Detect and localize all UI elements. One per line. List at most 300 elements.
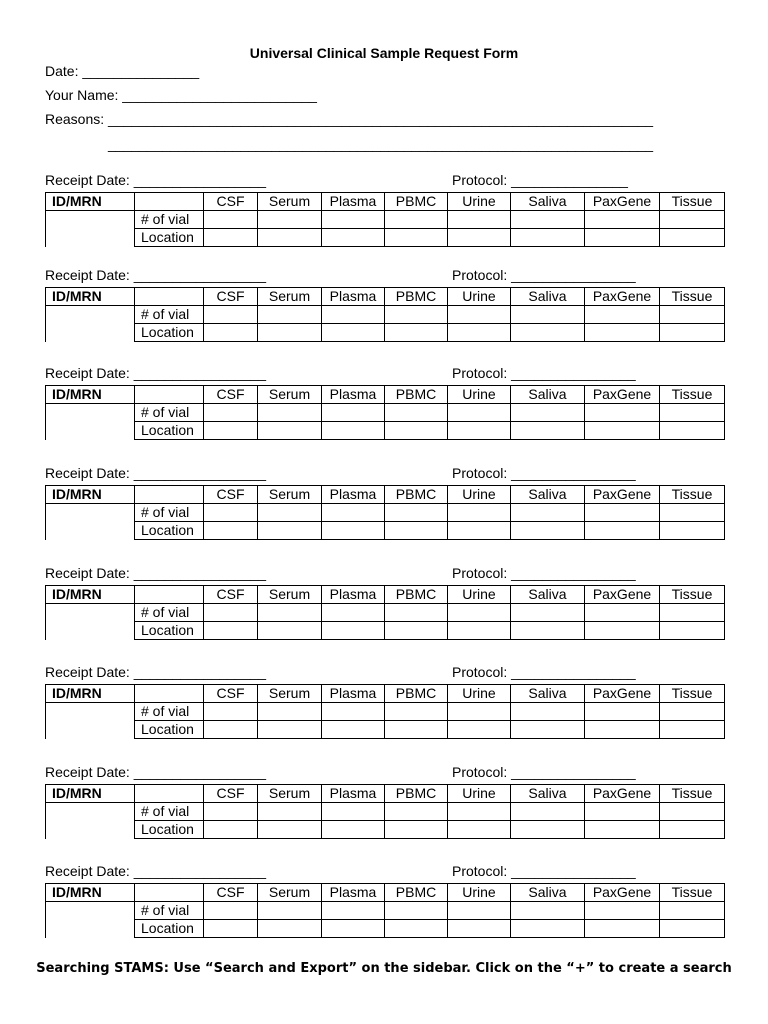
table-cell[interactable] xyxy=(385,404,448,422)
table-cell[interactable] xyxy=(385,604,448,622)
table-cell[interactable] xyxy=(585,803,660,821)
column-header: Urine xyxy=(448,685,511,703)
column-header: PBMC xyxy=(385,586,448,604)
sample-table xyxy=(45,684,725,739)
table-cell[interactable] xyxy=(322,721,385,739)
column-header: Serum xyxy=(258,193,322,211)
table-cell[interactable] xyxy=(511,211,585,229)
column-header: Saliva xyxy=(511,785,585,803)
row-label: Location xyxy=(135,721,204,739)
column-header: PaxGene xyxy=(585,685,660,703)
table-cell[interactable] xyxy=(385,920,448,938)
row-label: # of vial xyxy=(135,404,204,422)
column-header: Saliva xyxy=(511,386,585,404)
reasons-continuation: ______________________________________________________________________ xyxy=(108,136,654,152)
id-mrn-header: ID/MRN xyxy=(46,586,135,604)
column-header: Serum xyxy=(258,486,322,504)
sample-table xyxy=(45,385,725,440)
table-cell[interactable] xyxy=(448,902,511,920)
table-cell[interactable] xyxy=(204,229,258,247)
column-header: PaxGene xyxy=(585,386,660,404)
table-cell[interactable] xyxy=(660,821,725,839)
protocol-field: Protocol: ________________ xyxy=(452,365,636,381)
table-row xyxy=(46,902,725,920)
receipt-date-field: Receipt Date: _________________ xyxy=(45,172,267,188)
id-mrn-value-cell[interactable] xyxy=(46,703,135,739)
column-header: Saliva xyxy=(511,486,585,504)
column-header: CSF xyxy=(204,685,258,703)
column-header: Tissue xyxy=(660,288,725,306)
id-mrn-header: ID/MRN xyxy=(46,386,135,404)
table-cell[interactable] xyxy=(322,604,385,622)
table-row xyxy=(46,211,725,229)
id-mrn-header: ID/MRN xyxy=(46,288,135,306)
column-header: Plasma xyxy=(322,586,385,604)
protocol-field: Protocol: ________________ xyxy=(452,863,636,879)
column-header: Tissue xyxy=(660,586,725,604)
table-cell[interactable] xyxy=(585,920,660,938)
table-cell[interactable] xyxy=(204,211,258,229)
column-header: Plasma xyxy=(322,486,385,504)
row-label: # of vial xyxy=(135,504,204,522)
receipt-date-field: Receipt Date: _________________ xyxy=(45,365,267,381)
table-cell[interactable] xyxy=(204,902,258,920)
sample-table xyxy=(45,585,725,640)
table-cell[interactable] xyxy=(448,504,511,522)
table-cell[interactable] xyxy=(204,324,258,342)
table-cell[interactable] xyxy=(135,884,204,902)
table-cell[interactable] xyxy=(385,803,448,821)
column-header: Urine xyxy=(448,586,511,604)
column-header: PBMC xyxy=(385,386,448,404)
table-row xyxy=(46,404,725,422)
table-cell[interactable] xyxy=(585,721,660,739)
table-cell[interactable] xyxy=(385,229,448,247)
sample-section xyxy=(45,664,725,737)
table-cell[interactable] xyxy=(660,306,725,324)
column-header: PaxGene xyxy=(585,586,660,604)
table-cell[interactable] xyxy=(322,504,385,522)
column-header: Plasma xyxy=(322,685,385,703)
table-cell[interactable] xyxy=(448,211,511,229)
column-header: PaxGene xyxy=(585,486,660,504)
table-cell[interactable] xyxy=(511,504,585,522)
section-header xyxy=(45,863,725,883)
table-cell[interactable] xyxy=(204,703,258,721)
row-label: Location xyxy=(135,920,204,938)
column-header: CSF xyxy=(204,785,258,803)
table-cell[interactable] xyxy=(135,785,204,803)
section-header xyxy=(45,465,725,485)
id-mrn-value-cell[interactable] xyxy=(46,604,135,640)
table-cell[interactable] xyxy=(322,902,385,920)
row-label: # of vial xyxy=(135,604,204,622)
table-cell[interactable] xyxy=(385,902,448,920)
section-header xyxy=(45,172,725,192)
column-header: Urine xyxy=(448,785,511,803)
table-cell[interactable] xyxy=(511,522,585,540)
row-label: Location xyxy=(135,821,204,839)
table-cell[interactable] xyxy=(448,422,511,440)
table-cell[interactable] xyxy=(135,486,204,504)
table-cell[interactable] xyxy=(322,422,385,440)
column-header: CSF xyxy=(204,386,258,404)
table-cell[interactable] xyxy=(511,703,585,721)
table-cell[interactable] xyxy=(258,920,322,938)
footer-note: Searching STAMS: Use “Search and Export” on the sidebar. Click on the “+” to create a search xyxy=(36,961,732,976)
sample-table xyxy=(45,883,725,938)
table-header-row xyxy=(46,193,725,211)
table-cell[interactable] xyxy=(204,604,258,622)
table-cell[interactable] xyxy=(385,324,448,342)
table-cell[interactable] xyxy=(385,306,448,324)
column-header: Urine xyxy=(448,884,511,902)
id-mrn-header: ID/MRN xyxy=(46,193,135,211)
column-header: Serum xyxy=(258,785,322,803)
table-cell[interactable] xyxy=(204,821,258,839)
table-cell[interactable] xyxy=(511,229,585,247)
row-label: Location xyxy=(135,622,204,640)
table-cell[interactable] xyxy=(204,504,258,522)
row-label: # of vial xyxy=(135,306,204,324)
table-row xyxy=(46,604,725,622)
table-cell[interactable] xyxy=(448,920,511,938)
table-cell[interactable] xyxy=(258,821,322,839)
table-cell[interactable] xyxy=(385,522,448,540)
table-cell[interactable] xyxy=(660,622,725,640)
column-header: Urine xyxy=(448,193,511,211)
table-row xyxy=(46,306,725,324)
table-cell[interactable] xyxy=(385,211,448,229)
table-cell[interactable] xyxy=(258,522,322,540)
table-header-row xyxy=(46,785,725,803)
table-cell[interactable] xyxy=(322,803,385,821)
table-cell[interactable] xyxy=(258,902,322,920)
column-header: Plasma xyxy=(322,288,385,306)
column-header: CSF xyxy=(204,193,258,211)
row-label: # of vial xyxy=(135,211,204,229)
column-header: PaxGene xyxy=(585,193,660,211)
table-cell[interactable] xyxy=(660,211,725,229)
table-cell[interactable] xyxy=(258,803,322,821)
table-cell[interactable] xyxy=(322,920,385,938)
table-cell[interactable] xyxy=(258,422,322,440)
column-header: Plasma xyxy=(322,884,385,902)
table-row xyxy=(46,703,725,721)
sample-section xyxy=(45,365,725,438)
table-cell[interactable] xyxy=(660,721,725,739)
protocol-field: Protocol: ________________ xyxy=(452,764,636,780)
table-cell[interactable] xyxy=(660,522,725,540)
table-cell[interactable] xyxy=(585,306,660,324)
receipt-date-field: Receipt Date: _________________ xyxy=(45,267,267,283)
column-header: Plasma xyxy=(322,386,385,404)
table-cell[interactable] xyxy=(204,622,258,640)
sample-section xyxy=(45,565,725,638)
row-label: # of vial xyxy=(135,703,204,721)
section-header xyxy=(45,565,725,585)
table-cell[interactable] xyxy=(204,306,258,324)
table-cell[interactable] xyxy=(511,920,585,938)
table-cell[interactable] xyxy=(385,622,448,640)
table-cell[interactable] xyxy=(511,422,585,440)
table-cell[interactable] xyxy=(660,604,725,622)
row-label: # of vial xyxy=(135,803,204,821)
table-cell[interactable] xyxy=(322,622,385,640)
table-cell[interactable] xyxy=(511,622,585,640)
form-title: Universal Clinical Sample Request Form xyxy=(249,45,519,61)
table-cell[interactable] xyxy=(258,504,322,522)
sample-section xyxy=(45,764,725,837)
sample-section xyxy=(45,863,725,936)
table-cell[interactable] xyxy=(258,404,322,422)
table-cell[interactable] xyxy=(511,604,585,622)
table-row xyxy=(46,504,725,522)
id-mrn-value-cell[interactable] xyxy=(46,504,135,540)
id-mrn-header: ID/MRN xyxy=(46,884,135,902)
table-cell[interactable] xyxy=(385,504,448,522)
table-cell[interactable] xyxy=(258,324,322,342)
table-cell[interactable] xyxy=(385,721,448,739)
name-field: Your Name: _________________________ xyxy=(45,87,317,103)
table-cell[interactable] xyxy=(660,902,725,920)
reasons-field: Reasons: ______________________________________________________________________ xyxy=(45,111,654,127)
table-row xyxy=(46,721,725,739)
table-header-row xyxy=(46,386,725,404)
table-cell[interactable] xyxy=(258,211,322,229)
sample-table xyxy=(45,485,725,540)
table-cell[interactable] xyxy=(585,902,660,920)
table-cell[interactable] xyxy=(448,306,511,324)
column-header: Tissue xyxy=(660,685,725,703)
column-header: Serum xyxy=(258,386,322,404)
table-cell[interactable] xyxy=(511,324,585,342)
table-cell[interactable] xyxy=(322,703,385,721)
column-header: CSF xyxy=(204,288,258,306)
column-header: Saliva xyxy=(511,685,585,703)
table-cell[interactable] xyxy=(660,229,725,247)
section-header xyxy=(45,664,725,684)
table-cell[interactable] xyxy=(511,404,585,422)
table-cell[interactable] xyxy=(258,622,322,640)
table-row xyxy=(46,803,725,821)
sample-table xyxy=(45,784,725,839)
column-header: Tissue xyxy=(660,386,725,404)
column-header: Plasma xyxy=(322,193,385,211)
table-cell[interactable] xyxy=(135,685,204,703)
column-header: CSF xyxy=(204,884,258,902)
row-label: # of vial xyxy=(135,902,204,920)
table-cell[interactable] xyxy=(511,902,585,920)
id-mrn-header: ID/MRN xyxy=(46,486,135,504)
receipt-date-field: Receipt Date: _________________ xyxy=(45,465,267,481)
table-cell[interactable] xyxy=(448,721,511,739)
table-cell[interactable] xyxy=(322,306,385,324)
section-header xyxy=(45,764,725,784)
id-mrn-value-cell[interactable] xyxy=(46,902,135,938)
table-cell[interactable] xyxy=(585,404,660,422)
section-header xyxy=(45,267,725,287)
column-header: Urine xyxy=(448,386,511,404)
table-cell[interactable] xyxy=(448,821,511,839)
table-header-row xyxy=(46,288,725,306)
table-cell[interactable] xyxy=(448,229,511,247)
protocol-field: Protocol: ________________ xyxy=(452,267,636,283)
table-cell[interactable] xyxy=(660,920,725,938)
table-cell[interactable] xyxy=(135,193,204,211)
table-row xyxy=(46,622,725,640)
table-cell[interactable] xyxy=(448,604,511,622)
table-row xyxy=(46,821,725,839)
table-cell[interactable] xyxy=(258,604,322,622)
table-cell[interactable] xyxy=(204,721,258,739)
table-cell[interactable] xyxy=(135,586,204,604)
table-cell[interactable] xyxy=(258,229,322,247)
table-cell[interactable] xyxy=(322,324,385,342)
id-mrn-header: ID/MRN xyxy=(46,785,135,803)
id-mrn-value-cell[interactable] xyxy=(46,803,135,839)
column-header: Urine xyxy=(448,288,511,306)
table-cell[interactable] xyxy=(585,604,660,622)
column-header: PBMC xyxy=(385,884,448,902)
receipt-date-field: Receipt Date: _________________ xyxy=(45,764,267,780)
table-cell[interactable] xyxy=(660,703,725,721)
table-row xyxy=(46,920,725,938)
table-cell[interactable] xyxy=(135,386,204,404)
table-cell[interactable] xyxy=(204,803,258,821)
table-cell[interactable] xyxy=(660,404,725,422)
table-cell[interactable] xyxy=(511,306,585,324)
table-cell[interactable] xyxy=(258,703,322,721)
column-header: Serum xyxy=(258,288,322,306)
table-cell[interactable] xyxy=(448,803,511,821)
protocol-field: Protocol: ________________ xyxy=(452,465,636,481)
sample-table xyxy=(45,287,725,342)
sample-section xyxy=(45,465,725,538)
column-header: Serum xyxy=(258,586,322,604)
table-header-row xyxy=(46,884,725,902)
table-cell[interactable] xyxy=(660,504,725,522)
table-cell[interactable] xyxy=(322,211,385,229)
column-header: Tissue xyxy=(660,193,725,211)
table-cell[interactable] xyxy=(585,522,660,540)
row-label: Location xyxy=(135,522,204,540)
table-cell[interactable] xyxy=(585,211,660,229)
table-header-row xyxy=(46,586,725,604)
column-header: CSF xyxy=(204,486,258,504)
column-header: PaxGene xyxy=(585,884,660,902)
column-header: Tissue xyxy=(660,884,725,902)
column-header: CSF xyxy=(204,586,258,604)
table-cell[interactable] xyxy=(585,622,660,640)
table-cell[interactable] xyxy=(385,821,448,839)
table-cell[interactable] xyxy=(322,229,385,247)
column-header: Saliva xyxy=(511,193,585,211)
receipt-date-field: Receipt Date: _________________ xyxy=(45,863,267,879)
table-row xyxy=(46,522,725,540)
table-cell[interactable] xyxy=(258,306,322,324)
receipt-date-field: Receipt Date: _________________ xyxy=(45,565,267,581)
table-cell[interactable] xyxy=(585,422,660,440)
table-cell[interactable] xyxy=(585,504,660,522)
table-cell[interactable] xyxy=(204,920,258,938)
table-cell[interactable] xyxy=(448,404,511,422)
table-cell[interactable] xyxy=(448,324,511,342)
table-header-row xyxy=(46,486,725,504)
table-cell[interactable] xyxy=(258,721,322,739)
row-label: Location xyxy=(135,324,204,342)
table-cell[interactable] xyxy=(585,324,660,342)
sample-section xyxy=(45,267,725,340)
column-header: Urine xyxy=(448,486,511,504)
column-header: PBMC xyxy=(385,785,448,803)
table-cell[interactable] xyxy=(322,821,385,839)
table-row xyxy=(46,324,725,342)
table-cell[interactable] xyxy=(385,703,448,721)
table-cell[interactable] xyxy=(660,324,725,342)
id-mrn-value-cell[interactable] xyxy=(46,404,135,440)
receipt-date-field: Receipt Date: _________________ xyxy=(45,664,267,680)
table-row xyxy=(46,229,725,247)
table-cell[interactable] xyxy=(448,622,511,640)
table-header-row xyxy=(46,685,725,703)
table-cell[interactable] xyxy=(385,422,448,440)
protocol-field: Protocol: ________________ xyxy=(452,565,636,581)
column-header: Saliva xyxy=(511,288,585,306)
column-header: PBMC xyxy=(385,685,448,703)
protocol-field: Protocol: _______________ xyxy=(452,172,628,188)
protocol-field: Protocol: ________________ xyxy=(452,664,636,680)
table-cell[interactable] xyxy=(511,821,585,839)
column-header: PBMC xyxy=(385,288,448,306)
table-cell[interactable] xyxy=(511,803,585,821)
column-header: Serum xyxy=(258,685,322,703)
column-header: Saliva xyxy=(511,586,585,604)
sample-section xyxy=(45,172,725,245)
table-cell[interactable] xyxy=(204,404,258,422)
table-cell[interactable] xyxy=(322,404,385,422)
id-mrn-value-cell[interactable] xyxy=(46,211,135,247)
table-row xyxy=(46,422,725,440)
section-header xyxy=(45,365,725,385)
column-header: PaxGene xyxy=(585,288,660,306)
row-label: Location xyxy=(135,229,204,247)
column-header: Serum xyxy=(258,884,322,902)
table-cell[interactable] xyxy=(448,703,511,721)
table-cell[interactable] xyxy=(585,703,660,721)
table-cell[interactable] xyxy=(204,422,258,440)
table-cell[interactable] xyxy=(204,522,258,540)
column-header: Tissue xyxy=(660,486,725,504)
date-field: Date: _______________ xyxy=(45,63,200,79)
column-header: Plasma xyxy=(322,785,385,803)
column-header: PBMC xyxy=(385,486,448,504)
column-header: PBMC xyxy=(385,193,448,211)
id-mrn-value-cell[interactable] xyxy=(46,306,135,342)
table-cell[interactable] xyxy=(448,522,511,540)
table-cell[interactable] xyxy=(660,422,725,440)
table-cell[interactable] xyxy=(322,522,385,540)
row-label: Location xyxy=(135,422,204,440)
table-cell[interactable] xyxy=(660,803,725,821)
table-cell[interactable] xyxy=(511,721,585,739)
id-mrn-header: ID/MRN xyxy=(46,685,135,703)
column-header: Saliva xyxy=(511,884,585,902)
sample-table xyxy=(45,192,725,247)
table-cell[interactable] xyxy=(585,229,660,247)
table-cell[interactable] xyxy=(585,821,660,839)
table-cell[interactable] xyxy=(135,288,204,306)
